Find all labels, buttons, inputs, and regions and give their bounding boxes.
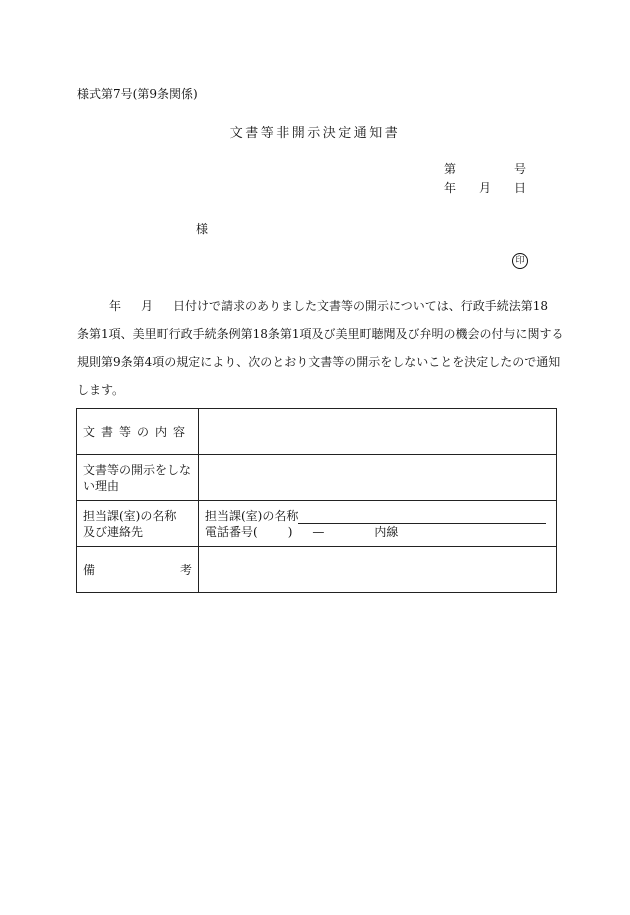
phone-label: 電話番号( bbox=[205, 524, 258, 539]
form-number: 様式第7号(第9条関係) bbox=[77, 87, 198, 101]
reason-value[interactable] bbox=[199, 455, 557, 501]
body-line-1 bbox=[77, 292, 555, 320]
seal-icon: 印 bbox=[512, 253, 528, 269]
page-title: 文書等非開示決定通知書 bbox=[229, 126, 401, 141]
contact-value: 担当課(室)の名称 電話番号( ) — 内線 bbox=[199, 501, 557, 547]
reference-dai: 第 bbox=[444, 162, 457, 176]
body-line-4: します。 bbox=[77, 383, 125, 397]
body-line-2: 条第1項、美里町行政手続条例第18条第1項及び美里町聴聞及び弁明の機会の付与に関する bbox=[77, 327, 564, 341]
dept-name-field[interactable] bbox=[298, 511, 546, 524]
remarks-value[interactable] bbox=[199, 547, 557, 593]
date-year-label: 年 bbox=[444, 181, 457, 195]
contact-label: 担当課(室)の名称 及び連絡先 bbox=[77, 501, 199, 547]
content-value[interactable] bbox=[199, 409, 557, 455]
table-row bbox=[77, 455, 557, 501]
remarks-label: 備 考 bbox=[77, 547, 199, 593]
reference-go: 号 bbox=[514, 162, 527, 176]
extension-label: 内線 bbox=[374, 524, 399, 539]
table-row bbox=[77, 501, 557, 547]
content-label: 文書等の内容 bbox=[77, 409, 199, 455]
body-year: 年 bbox=[109, 299, 122, 313]
table-row bbox=[77, 547, 557, 593]
body-line-1-rest: 日付けで請求のありました文書等の開示については、行政手続法第18 bbox=[173, 299, 549, 313]
body-text bbox=[77, 292, 564, 404]
date-month-label: 月 bbox=[479, 181, 492, 195]
table-row bbox=[77, 409, 557, 455]
phone-dash: — bbox=[312, 524, 325, 539]
addressee-suffix: 様 bbox=[196, 222, 209, 236]
body-line-3: 規則第9条第4項の規定により、次のとおり文書等の開示をしないことを決定したので通知 bbox=[77, 355, 561, 369]
dept-name-label: 担当課(室)の名称 bbox=[205, 508, 299, 523]
reason-label: 文書等の開示をしな い理由 bbox=[77, 455, 199, 501]
notice-table bbox=[76, 408, 557, 593]
body-month: 月 bbox=[141, 299, 154, 313]
date-day-label: 日 bbox=[514, 181, 527, 195]
